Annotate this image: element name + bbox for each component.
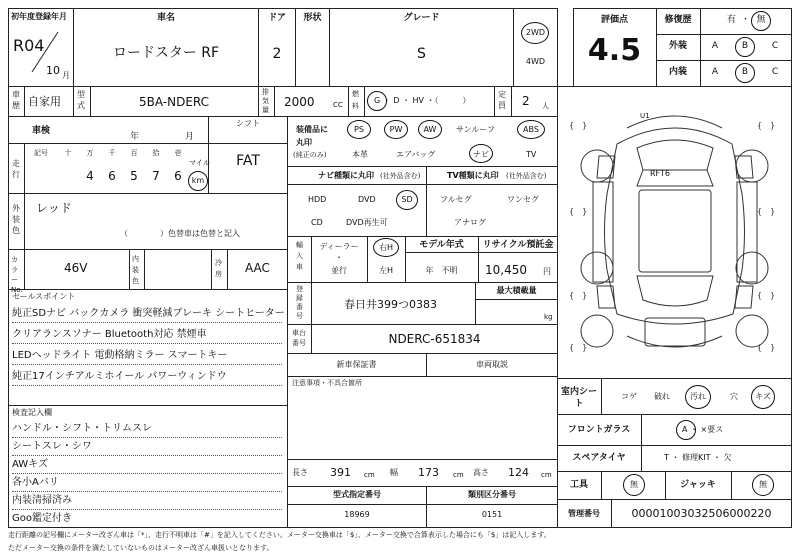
checker-line-2: シートスレ・シワ <box>12 441 92 452</box>
wid-unit: cm <box>453 471 464 479</box>
svg-text:{ }: { } <box>569 343 588 352</box>
remarks-box <box>287 376 558 460</box>
import-dealer: ディーラー <box>319 242 359 251</box>
fuel-label: 燃料 <box>352 90 359 110</box>
drive-4wd: 4WD <box>525 57 546 66</box>
plate-label: 登録番号 <box>296 285 303 320</box>
digit-1: 4 <box>86 169 94 183</box>
sales-line-4: 純正17インチアルミホイール パワーウィンドウ <box>12 371 227 382</box>
shape-label: 形状 <box>303 13 322 23</box>
recycle-label: リサイクル預託金 <box>482 240 554 250</box>
digit-2: 6 <box>108 169 116 183</box>
color-note: （ ）色替車は色替と記入 <box>120 229 240 238</box>
type-label: 型式指定番号 <box>333 490 381 499</box>
color-label: 外装色 <box>12 204 20 235</box>
int-grade-a: A <box>711 67 719 77</box>
class-value: 0151 <box>481 510 503 519</box>
equip-label-2: 丸印 <box>296 138 312 147</box>
repair-label: 修復歴 <box>664 15 692 25</box>
category-value: 自家用 <box>28 95 61 108</box>
model-label: 型式 <box>77 90 85 110</box>
first-reg-label: 初年度登録年月 <box>11 12 67 21</box>
hgt-label: 高さ <box>473 468 489 477</box>
ext-grade-c: C <box>771 41 779 51</box>
grade-label: グレード <box>403 13 440 23</box>
tool-label: 工具 <box>569 480 588 490</box>
inspection-year: 年 <box>130 132 140 142</box>
sales-box <box>8 289 288 406</box>
unit-juu: 拾 <box>152 149 160 157</box>
svg-text:{ }: { } <box>757 121 776 130</box>
disp-label: 排気量 <box>262 88 269 114</box>
tv-type-sub: (社外品含む) <box>506 172 547 180</box>
warranty-manual: 車両取説 <box>476 360 508 369</box>
import-left: 左H <box>378 266 393 275</box>
svg-text:{ }: { } <box>569 207 588 216</box>
month-unit: 月 <box>62 71 70 80</box>
checker-label: 検査記入欄 <box>12 408 52 417</box>
shift-value: FAT <box>236 153 260 169</box>
checker-line-1: ハンドル・シフト・トリムスレ <box>12 423 152 434</box>
model-year: 年 不明 <box>425 266 458 275</box>
digit-4: 7 <box>152 169 160 183</box>
class-label: 類別区分番号 <box>468 490 516 499</box>
svg-text:{ }: { } <box>757 291 776 300</box>
spare-value: T ・ 修理KIT ・ 欠 <box>664 453 732 462</box>
cap-value: 2 <box>522 94 530 108</box>
equip-ps: PS <box>354 125 364 134</box>
checker-line-5: 内装清掃済み <box>12 495 72 506</box>
equip-label-1: 装備品に <box>296 125 328 134</box>
tv-analog: アナログ <box>454 218 486 227</box>
hgt-value: 124 <box>508 466 529 479</box>
equip-navi: ナビ <box>473 150 489 159</box>
recycle-yen: 円 <box>543 267 551 276</box>
ac-label: 冷房 <box>215 259 222 278</box>
navi-dvd-play: DVD再生可 <box>346 218 388 227</box>
navi-type-sub: (社外品含む) <box>380 172 421 180</box>
unit-ichi: 壱 <box>174 149 182 157</box>
type-value: 18969 <box>344 510 370 519</box>
seat-yogore: 汚れ <box>690 392 706 401</box>
navi-type-label: ナビ種類に丸印 <box>318 171 374 180</box>
inspection-month: 月 <box>185 132 195 142</box>
sales-line-3: LEDヘッドライト 電動格納ミラー スマートキー <box>12 350 228 361</box>
import-label: 輸入車 <box>296 241 303 271</box>
int-color-label: 内装色 <box>132 255 139 285</box>
int-grade-b: B <box>741 67 749 77</box>
equip-aw: AW <box>423 125 437 134</box>
len-label: 長さ <box>292 468 308 477</box>
seat-ana: 穴 <box>730 392 738 401</box>
footnote-2: ただメーター交換の条件を満たしていないものはメーター改ざん車扱いとなります。 <box>8 544 274 552</box>
navi-sd: SD <box>401 195 413 204</box>
equip-sub: (純正のみ) <box>293 151 327 159</box>
door-label: ドア <box>268 13 286 23</box>
navi-cd: CD <box>311 218 323 227</box>
len-value: 391 <box>330 466 351 479</box>
model-year-label: モデル年式 <box>419 240 464 250</box>
import-parallel: 並行 <box>331 266 347 275</box>
seat-koge: コゲ <box>621 392 637 401</box>
exterior-label: 外装 <box>668 41 687 51</box>
seat-yabure: 破れ <box>654 392 670 401</box>
wid-value: 173 <box>418 466 439 479</box>
model-value: 5BA-NDERC <box>138 95 210 109</box>
checker-line-6: Goo鑑定付き <box>12 513 72 524</box>
diagram-label: RFT6 <box>650 169 670 178</box>
unit-sen: 千 <box>108 149 116 157</box>
svg-text:{ }: { } <box>757 343 776 352</box>
disp-value: 2000 <box>284 95 315 109</box>
unit-hyaku: 百 <box>130 149 138 157</box>
spare-label: スペアタイヤ <box>572 453 626 463</box>
cap-unit: 人 <box>542 102 549 110</box>
warranty-new: 新車保証書 <box>336 360 377 369</box>
tool-value: 無 <box>630 480 638 489</box>
unit-ju: 十 <box>64 149 72 157</box>
svg-text:{ }: { } <box>569 121 588 130</box>
km-unit: km <box>191 176 205 185</box>
chassis-label: 車台番号 <box>292 329 306 347</box>
car-diagram <box>557 86 792 379</box>
tv-type-label: TV種類に丸印 <box>447 171 499 180</box>
color-no-label: カラーNo. <box>11 256 23 294</box>
drive-2wd: 2WD <box>525 28 546 37</box>
mgmt-value: 00001003032506000220 <box>631 507 772 520</box>
svg-text:{ }: { } <box>569 291 588 300</box>
glass-label: フロントガラス <box>567 425 631 435</box>
door-value: 2 <box>272 46 282 62</box>
inspection-label: 車検 <box>32 126 51 136</box>
equip-abs: ABS <box>523 125 539 134</box>
car-name-label: 車名 <box>156 13 175 23</box>
drive-cell <box>513 8 558 87</box>
svg-text:{ }: { } <box>757 207 776 216</box>
color-no-value: 46V <box>64 261 88 275</box>
equip-leather: 本革 <box>352 150 368 159</box>
tv-one: ワンセグ <box>507 195 539 204</box>
chassis-value: NDERC-651834 <box>388 332 481 346</box>
int-grade-c: C <box>771 67 779 77</box>
import-right: 右H <box>378 243 393 252</box>
sales-label: セールスポイント <box>12 292 76 301</box>
category-label: 車歴 <box>12 90 20 110</box>
cap-label: 定員 <box>498 90 506 110</box>
grade-value: S <box>417 46 426 62</box>
score-value: 4.5 <box>587 33 642 68</box>
ext-grade-b: B <box>741 41 749 51</box>
mgmt-label: 管理番号 <box>568 509 600 518</box>
tv-full: フルセグ <box>440 195 472 204</box>
slash-mark <box>30 30 60 77</box>
mile-unit: マイル <box>189 159 210 167</box>
repair-yes: 有 <box>727 15 737 25</box>
checker-line-3: AWキズ <box>12 459 48 470</box>
car-name: ロードスター RF <box>112 45 220 61</box>
digit-3: 5 <box>130 169 138 183</box>
wid-label: 幅 <box>390 468 398 477</box>
mileage-label: 走行 <box>12 159 20 179</box>
score-label: 評価点 <box>600 15 628 25</box>
import-dot: ・ <box>335 253 343 262</box>
len-unit: cm <box>364 471 375 479</box>
glass-value: A ・ ×要ス <box>682 425 724 434</box>
first-reg-month: 10 <box>46 64 60 77</box>
weight-label: 最大積載量 <box>496 286 537 295</box>
sales-line-1: 純正SDナビ バックカメラ 衝突軽減ブレーキ シートヒーター <box>12 308 285 319</box>
fuel-value: G ・ D ・ HV ・（ ） <box>374 96 471 105</box>
recycle-value: 10,450 <box>485 263 527 277</box>
interior-label: 内装 <box>668 67 687 77</box>
equip-pw: PW <box>389 125 403 134</box>
repair-sep: ・ <box>741 15 751 25</box>
jack-label: ジャッキ <box>680 480 716 490</box>
navi-dvd: DVD <box>358 195 376 204</box>
cc-unit: CC <box>333 101 343 109</box>
digits-label: 記号 <box>34 149 48 157</box>
first-reg-era: R04 <box>13 36 45 55</box>
shift-label: シフト <box>236 119 260 128</box>
hgt-unit: cm <box>541 471 552 479</box>
repair-no: 無 <box>756 15 766 25</box>
navi-hdd: HDD <box>308 195 327 204</box>
footnote-1: 走行距離の記号欄にメーター改ざん車は「*」、走行不明車は「#」を記入してください。メーター交換車は「$」、メーター交換で合算表示した場合にも「$」は記入します。 <box>8 531 551 539</box>
unit-man: 万 <box>86 149 94 157</box>
weight-unit: kg <box>544 313 553 321</box>
equip-tv: TV <box>526 150 537 159</box>
equip-sunroof: サンルーフ <box>456 125 495 134</box>
checker-line-4: 各小Aバリ <box>12 477 59 488</box>
color-value: レッド <box>36 201 72 215</box>
remarks-label: 注意事項・不具合箇所 <box>292 379 362 387</box>
ext-grade-a: A <box>711 41 719 51</box>
sales-line-2: クリアランスソナー Bluetooth対応 禁煙車 <box>12 329 207 340</box>
plate-value: 春日井399つ0383 <box>344 298 437 311</box>
diagram-front-mark: U1 <box>640 112 650 120</box>
seat-label: 室内シート <box>560 387 597 409</box>
seat-kizu: キズ <box>755 392 771 401</box>
jack-value: 無 <box>759 480 767 489</box>
equip-airbag: エアバッグ <box>396 150 436 159</box>
digit-5: 6 <box>174 169 182 183</box>
ac-value: AAC <box>245 261 270 275</box>
